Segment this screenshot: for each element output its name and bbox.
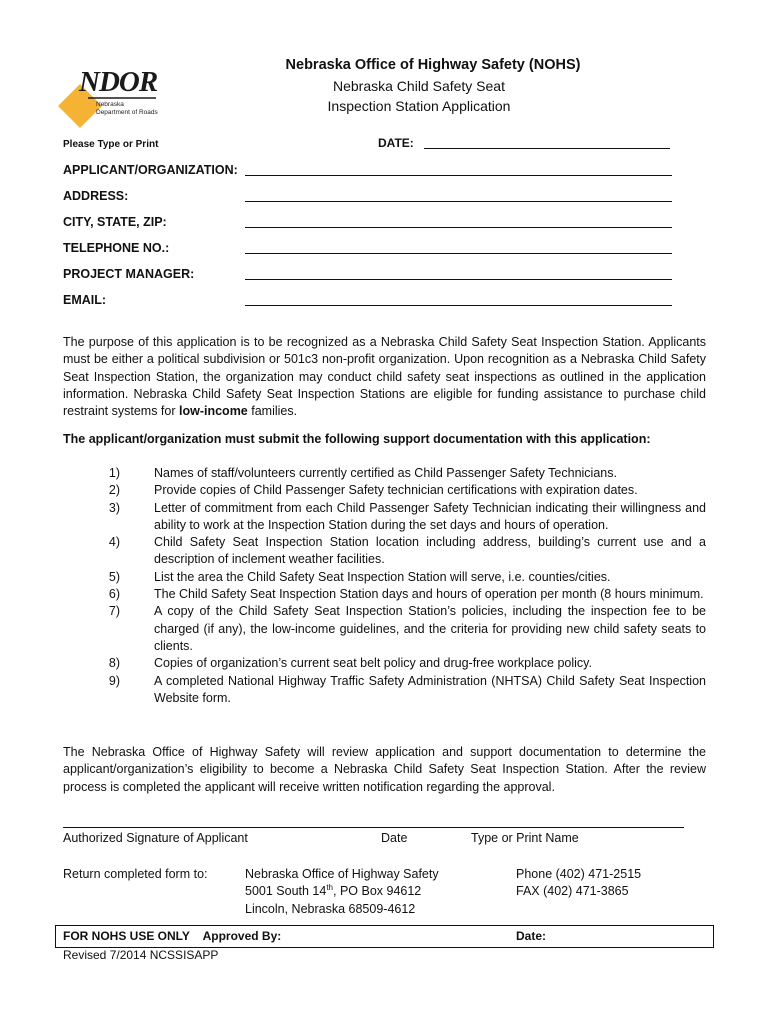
signature-line[interactable] <box>63 827 684 828</box>
list-item: 3) Letter of commitment from each Child Passenger Safety Technician indicating their willingness and ability to work at the Inspection Station during the set days and hours of operation. <box>108 500 706 532</box>
list-item: 6) The Child Safety Seat Inspection Station days and hours of operation per month (8 hours minimum. <box>108 587 704 602</box>
nohs-date-label: Date: <box>516 929 547 943</box>
review-paragraph: The Nebraska Office of Highway Safety will review application and support documentation to determine the applicant/organization’s eligibility to become a Nebraska Child Safety Seat Inspection Station. After the review process is completed the applicant will receive written notification regarding the approval. <box>63 745 706 794</box>
list-item: 4) Child Safety Seat Inspection Station location including address, building’s current use and a description of inclement weather facilities. <box>108 535 706 567</box>
form-title: Nebraska Office of Highway Safety (NOHS) <box>285 57 581 73</box>
date-label: DATE: <box>378 136 414 150</box>
project-manager-label: PROJECT MANAGER: <box>63 267 195 281</box>
return-address: Nebraska Office of Highway Safety 5001 South 14th, PO Box 94612 Lincoln, Nebraska 68509-4612 <box>245 867 439 916</box>
nohs-use-label: FOR NOHS USE ONLY Approved By: <box>63 929 282 943</box>
logo-text: NDOR <box>79 66 158 98</box>
address-label: ADDRESS: <box>63 189 129 203</box>
applicant-label: APPLICANT/ORGANIZATION: <box>63 163 238 177</box>
list-item: 5) List the area the Child Safety Seat Inspection Station will serve, i.e. counties/cities. <box>108 569 611 584</box>
print-name-label: Type or Print Name <box>471 831 579 845</box>
signature-label: Authorized Signature of Applicant <box>63 831 248 845</box>
form-subtitle-1: Nebraska Child Safety Seat <box>333 78 505 94</box>
signature-date-label: Date <box>381 831 408 845</box>
city-state-zip-label: CITY, STATE, ZIP: <box>63 215 167 229</box>
city-state-zip-field[interactable] <box>245 227 672 228</box>
return-label: Return completed form to: <box>63 867 208 881</box>
project-manager-field[interactable] <box>245 279 672 280</box>
return-contact: Phone (402) 471-2515 FAX (402) 471-3865 <box>516 867 642 899</box>
telephone-label: TELEPHONE NO.: <box>63 241 170 255</box>
list-item: 8) Copies of organization’s current seat belt policy and drug-free workplace policy. <box>108 656 592 671</box>
address-field[interactable] <box>245 201 672 202</box>
applicant-field[interactable] <box>245 175 672 176</box>
requirements-list <box>63 465 706 707</box>
support-heading: The applicant/organization must submit the following support documentation with this application: <box>63 432 651 446</box>
list-item: 1) Names of staff/volunteers currently certified as Child Passenger Safety Technicians. <box>108 466 617 480</box>
revision-note: Revised 7/2014 NCSSISAPP <box>63 948 219 962</box>
date-field[interactable] <box>424 148 670 149</box>
email-field[interactable] <box>245 305 672 306</box>
please-type-note: Please Type or Print <box>63 139 159 150</box>
email-label: EMAIL: <box>63 293 107 307</box>
form-subtitle-2: Inspection Station Application <box>327 98 511 114</box>
logo-subtext: Nebraska Department of Roads <box>96 101 158 116</box>
purpose-paragraph: The purpose of this application is to be recognized as a Nebraska Child Safety Seat Inspection Station. Applicants must be either a political subdivision or 501c3 non-profit organization. Upon recognition as a Nebraska Child Safety Seat Inspection Station, the organization may conduct child safety seat inspections as outlined in the application information. Nebraska Child Safety Seat Inspection Stations are eligible for funding assistance to purchase child restraint systems for low-income families. <box>63 335 706 419</box>
list-item: 7) A copy of the Child Safety Seat Inspection Station’s policies, including the inspection fee to be charged (if any), the low-income guidelines, and the criteria for providing new child safety seats to clients. <box>108 604 706 653</box>
list-item: 9) A completed National Highway Traffic Safety Administration (NHTSA) Child Safety Seat Inspection Website form. <box>108 673 706 705</box>
telephone-field[interactable] <box>245 253 672 254</box>
list-item: 2) Provide copies of Child Passenger Safety technician certifications with expiration dates. <box>108 483 638 498</box>
